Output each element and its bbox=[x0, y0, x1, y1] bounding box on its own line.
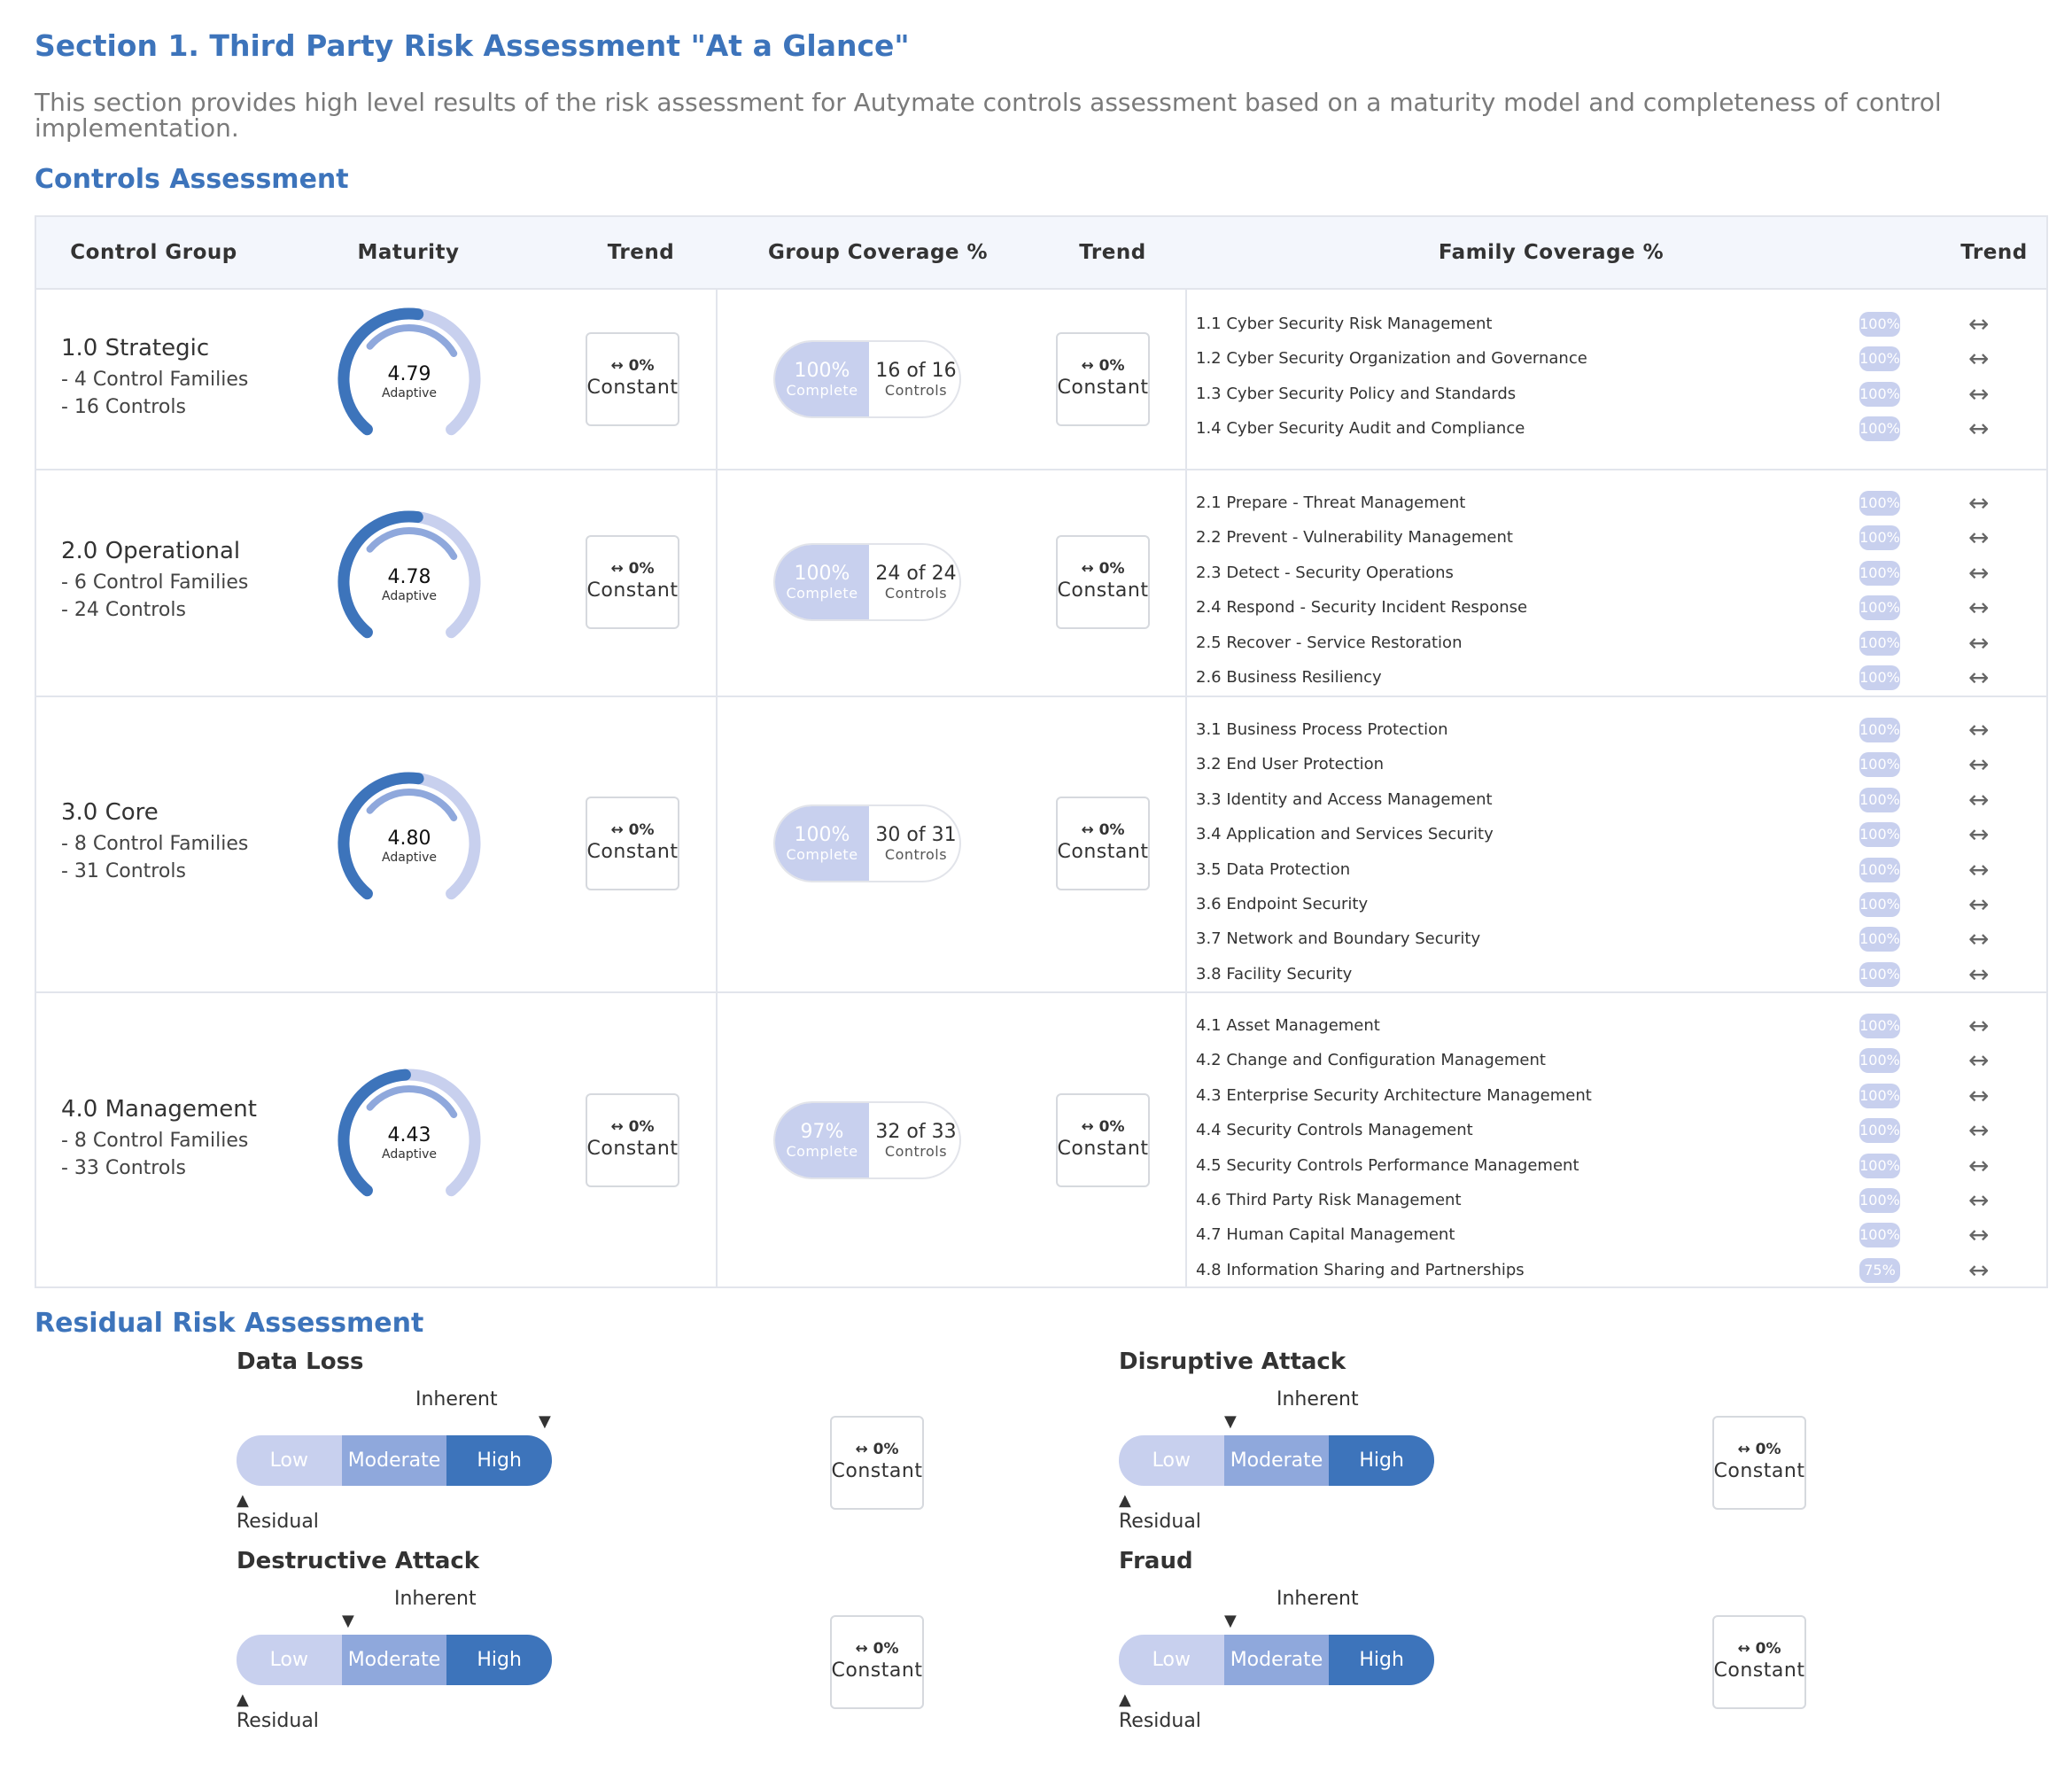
family-name: 2.5 Recover - Service Restoration bbox=[1196, 633, 1463, 652]
family-name: 3.4 Application and Services Security bbox=[1196, 825, 1494, 844]
risk-title: Data Loss bbox=[237, 1348, 364, 1375]
family-name: 2.6 Business Resiliency bbox=[1196, 668, 1382, 687]
family-name: 3.5 Data Protection bbox=[1196, 859, 1351, 879]
trend-label: Constant bbox=[831, 1460, 923, 1482]
risk-title: Destructive Attack bbox=[237, 1548, 480, 1574]
trend-label: Constant bbox=[1057, 1138, 1149, 1160]
family-trend-icon: ↔ bbox=[1968, 1150, 1990, 1180]
family-name: 4.6 Third Party Risk Management bbox=[1196, 1191, 1462, 1209]
control-group-row bbox=[36, 290, 2046, 469]
family-coverage-badge: 100% bbox=[1859, 822, 1900, 847]
family-row bbox=[1187, 924, 2037, 959]
family-row bbox=[1187, 820, 2037, 854]
trend-label: Constant bbox=[586, 1138, 679, 1160]
header-trend-2: Trend bbox=[1079, 241, 1146, 264]
inherent-marker-icon: ▼ bbox=[342, 1612, 354, 1630]
family-trend-icon: ↔ bbox=[1968, 959, 1990, 989]
family-trend-icon: ↔ bbox=[1968, 627, 1990, 657]
group-coverage-pill bbox=[773, 543, 961, 621]
header-trend-3: Trend bbox=[1960, 241, 2028, 264]
risk-level-moderate: Moderate bbox=[342, 1635, 447, 1685]
family-name: 2.3 Detect - Security Operations bbox=[1196, 563, 1454, 582]
group-name: 1.0 Strategic bbox=[61, 335, 210, 361]
maturity-value: 4.43 bbox=[387, 1124, 431, 1146]
coverage-unit: Controls bbox=[884, 1143, 948, 1160]
family-trend-icon: ↔ bbox=[1968, 309, 1990, 338]
header-family-coverage: Family Coverage % bbox=[1438, 241, 1665, 264]
trend-label: Constant bbox=[1057, 377, 1149, 399]
family-trend-icon: ↔ bbox=[1968, 1045, 1990, 1076]
maturity-label: Adaptive bbox=[382, 589, 437, 603]
family-name: 4.4 Security Controls Management bbox=[1196, 1121, 1473, 1140]
family-row bbox=[1187, 1151, 2037, 1185]
inherent-marker-icon: ▼ bbox=[1224, 1612, 1237, 1630]
family-row bbox=[1187, 855, 2037, 890]
inherent-label: Inherent bbox=[394, 1588, 477, 1610]
header-control-group: Control Group bbox=[70, 241, 237, 264]
coverage-percent-segment bbox=[775, 342, 869, 416]
family-coverage-badge: 100% bbox=[1859, 346, 1900, 371]
trend-percent: ↔ 0% bbox=[610, 560, 655, 578]
family-trend-icon: ↔ bbox=[1968, 523, 1990, 553]
coverage-count: 32 of 33 bbox=[875, 1121, 957, 1143]
family-trend-icon: ↔ bbox=[1968, 1115, 1990, 1146]
family-row bbox=[1187, 309, 2037, 344]
risk-level-high: High bbox=[1329, 1635, 1434, 1685]
page-title: Section 1. Third Party Risk Assessment "At a Glance" bbox=[35, 28, 910, 63]
trend-label: Constant bbox=[586, 579, 679, 602]
risk-level-moderate: Moderate bbox=[1224, 1435, 1330, 1486]
risk-level-low: Low bbox=[237, 1435, 342, 1486]
group-coverage-pill bbox=[773, 1101, 961, 1179]
group-families: - 8 Control Families bbox=[61, 833, 249, 855]
coverage-count-segment bbox=[869, 342, 961, 416]
family-trend-icon: ↔ bbox=[1968, 1220, 1990, 1250]
family-coverage-badge: 100% bbox=[1859, 561, 1900, 586]
trend-label: Constant bbox=[586, 841, 679, 863]
coverage-count-segment bbox=[869, 545, 961, 619]
family-name: 3.2 End User Protection bbox=[1196, 755, 1385, 774]
control-group-row bbox=[36, 696, 2046, 991]
trend-percent: ↔ 0% bbox=[1737, 1640, 1781, 1658]
trend-percent: ↔ 0% bbox=[855, 1441, 899, 1458]
family-row bbox=[1187, 593, 2037, 627]
family-row bbox=[1187, 488, 2037, 523]
residual-heading: Residual Risk Assessment bbox=[35, 1308, 424, 1339]
inherent-label: Inherent bbox=[1277, 1588, 1359, 1610]
coverage-percent-segment bbox=[775, 806, 869, 881]
risk-level-low: Low bbox=[1119, 1635, 1224, 1685]
family-coverage-badge: 100% bbox=[1859, 927, 1900, 952]
header-maturity: Maturity bbox=[357, 241, 460, 264]
gauge-inner-arc bbox=[370, 328, 454, 354]
controls-table bbox=[35, 215, 2048, 1288]
family-coverage-badge: 100% bbox=[1859, 416, 1900, 441]
family-row bbox=[1187, 890, 2037, 924]
family-row bbox=[1187, 523, 2037, 557]
trend-label: Constant bbox=[1057, 841, 1149, 863]
family-name: 4.3 Enterprise Security Architecture Management bbox=[1196, 1085, 1592, 1105]
coverage-count: 24 of 24 bbox=[875, 563, 957, 585]
group-families: - 6 Control Families bbox=[61, 571, 249, 594]
family-coverage-badge: 100% bbox=[1859, 962, 1900, 987]
residual-marker-icon: ▲ bbox=[237, 1690, 249, 1709]
family-coverage-badge: 100% bbox=[1859, 382, 1900, 407]
coverage-unit: Controls bbox=[884, 585, 948, 602]
family-name: 4.5 Security Controls Performance Management bbox=[1196, 1155, 1579, 1175]
risk-level-high: High bbox=[1329, 1435, 1434, 1486]
row-divider bbox=[36, 696, 2046, 697]
risk-level-bar bbox=[237, 1635, 552, 1685]
family-coverage-badge: 100% bbox=[1859, 788, 1900, 812]
trend-percent: ↔ 0% bbox=[610, 357, 655, 375]
family-coverage-badge: 100% bbox=[1859, 491, 1900, 516]
coverage-label: Complete bbox=[786, 585, 858, 602]
coverage-percent: 100% bbox=[794, 360, 850, 382]
coverage-percent-segment bbox=[775, 1103, 869, 1177]
table-header bbox=[36, 217, 2046, 290]
family-trend-icon: ↔ bbox=[1968, 1185, 1990, 1215]
intro-text: This section provides high level results of the risk assessment for Autymate controls assessment based on a maturity model and completeness of control implementation. bbox=[35, 88, 1942, 143]
coverage-trend-box bbox=[1056, 332, 1150, 426]
family-row bbox=[1187, 1220, 2037, 1255]
family-trend-icon: ↔ bbox=[1968, 414, 1990, 444]
control-group-row bbox=[36, 991, 2046, 1289]
family-coverage-badge: 100% bbox=[1859, 892, 1900, 917]
family-row bbox=[1187, 628, 2037, 663]
risk-level-bar bbox=[1119, 1435, 1434, 1486]
family-row bbox=[1187, 1045, 2037, 1080]
trend-percent: ↔ 0% bbox=[610, 1118, 655, 1136]
trend-percent: ↔ 0% bbox=[1081, 357, 1125, 375]
risk-trend-box bbox=[830, 1615, 924, 1709]
maturity-value: 4.78 bbox=[387, 566, 431, 588]
family-row bbox=[1187, 1081, 2037, 1115]
coverage-percent: 100% bbox=[794, 563, 850, 585]
maturity-label: Adaptive bbox=[382, 851, 437, 865]
family-row bbox=[1187, 1255, 2037, 1290]
coverage-count: 30 of 31 bbox=[875, 824, 957, 846]
risk-trend-box bbox=[1712, 1615, 1806, 1709]
family-trend-icon: ↔ bbox=[1968, 715, 1990, 744]
trend-percent: ↔ 0% bbox=[1081, 821, 1125, 839]
family-name: 3.7 Network and Boundary Security bbox=[1196, 929, 1481, 949]
residual-marker-icon: ▲ bbox=[237, 1491, 249, 1510]
family-name: 4.1 Asset Management bbox=[1196, 1016, 1380, 1035]
group-controls: - 33 Controls bbox=[61, 1157, 186, 1179]
risk-level-moderate: Moderate bbox=[342, 1435, 447, 1486]
family-row bbox=[1187, 1011, 2037, 1045]
inherent-marker-icon: ▼ bbox=[1224, 1412, 1237, 1431]
family-name: 2.2 Prevent - Vulnerability Management bbox=[1196, 528, 1513, 548]
residual-label: Residual bbox=[1119, 1511, 1201, 1533]
family-trend-icon: ↔ bbox=[1968, 924, 1990, 954]
risk-trend-box bbox=[830, 1416, 924, 1510]
family-trend-icon: ↔ bbox=[1968, 593, 1990, 623]
controls-heading: Controls Assessment bbox=[35, 164, 349, 195]
coverage-trend-box bbox=[1056, 797, 1150, 890]
group-name: 3.0 Core bbox=[61, 799, 159, 826]
row-divider bbox=[36, 991, 2046, 993]
family-trend-icon: ↔ bbox=[1968, 854, 1990, 884]
residual-marker-icon: ▲ bbox=[1119, 1690, 1131, 1709]
family-trend-icon: ↔ bbox=[1968, 750, 1990, 780]
family-row bbox=[1187, 663, 2037, 697]
family-coverage-badge: 100% bbox=[1859, 1154, 1900, 1178]
group-controls: - 16 Controls bbox=[61, 396, 186, 418]
maturity-trend-box bbox=[586, 797, 679, 890]
maturity-trend-box bbox=[586, 535, 679, 629]
family-trend-icon: ↔ bbox=[1968, 784, 1990, 814]
risk-title: Fraud bbox=[1119, 1548, 1193, 1574]
coverage-label: Complete bbox=[786, 1143, 858, 1160]
family-coverage-badge: 100% bbox=[1859, 1014, 1900, 1038]
family-coverage-badge: 75% bbox=[1859, 1258, 1900, 1283]
family-trend-icon: ↔ bbox=[1968, 344, 1990, 374]
gauge-inner-arc bbox=[370, 792, 454, 818]
coverage-percent: 100% bbox=[794, 824, 850, 846]
coverage-label: Complete bbox=[786, 382, 858, 399]
group-controls: - 31 Controls bbox=[61, 860, 186, 882]
group-coverage-pill bbox=[773, 804, 961, 882]
family-coverage-badge: 100% bbox=[1859, 752, 1900, 777]
inherent-label: Inherent bbox=[415, 1388, 498, 1411]
group-families: - 8 Control Families bbox=[61, 1130, 249, 1152]
header-group-coverage: Group Coverage % bbox=[767, 241, 989, 264]
family-trend-icon: ↔ bbox=[1968, 488, 1990, 517]
family-name: 1.2 Cyber Security Organization and Governance bbox=[1196, 349, 1587, 369]
family-trend-icon: ↔ bbox=[1968, 1255, 1990, 1285]
family-name: 4.8 Information Sharing and Partnerships bbox=[1196, 1260, 1525, 1279]
trend-percent: ↔ 0% bbox=[1081, 1118, 1125, 1136]
family-name: 3.1 Business Process Protection bbox=[1196, 720, 1448, 739]
risk-title: Disruptive Attack bbox=[1119, 1348, 1346, 1375]
maturity-label: Adaptive bbox=[382, 1147, 437, 1162]
risk-level-high: High bbox=[446, 1635, 552, 1685]
family-name: 3.8 Facility Security bbox=[1196, 964, 1353, 983]
control-group-row bbox=[36, 469, 2046, 696]
coverage-unit: Controls bbox=[884, 846, 948, 863]
family-coverage-badge: 100% bbox=[1859, 1084, 1900, 1108]
risk-level-high: High bbox=[446, 1435, 552, 1486]
family-coverage-badge: 100% bbox=[1859, 312, 1900, 337]
group-controls: - 24 Controls bbox=[61, 599, 186, 621]
family-trend-icon: ↔ bbox=[1968, 378, 1990, 408]
row-divider bbox=[36, 469, 2046, 470]
family-name: 4.2 Change and Configuration Management bbox=[1196, 1051, 1546, 1070]
family-row bbox=[1187, 344, 2037, 378]
family-coverage-badge: 100% bbox=[1859, 1118, 1900, 1143]
risk-level-low: Low bbox=[237, 1635, 342, 1685]
header-trend: Trend bbox=[607, 241, 675, 264]
family-coverage-badge: 100% bbox=[1859, 1048, 1900, 1073]
maturity-label: Adaptive bbox=[382, 386, 437, 400]
family-coverage-badge: 100% bbox=[1859, 595, 1900, 620]
coverage-count: 16 of 16 bbox=[875, 360, 957, 382]
residual-marker-icon: ▲ bbox=[1119, 1491, 1131, 1510]
risk-level-bar bbox=[1119, 1635, 1434, 1685]
family-coverage-badge: 100% bbox=[1859, 1188, 1900, 1213]
family-row bbox=[1187, 1115, 2037, 1150]
risk-level-bar bbox=[237, 1435, 552, 1486]
trend-label: Constant bbox=[1713, 1659, 1805, 1682]
family-trend-icon: ↔ bbox=[1968, 663, 1990, 692]
coverage-percent-segment bbox=[775, 545, 869, 619]
family-row bbox=[1187, 414, 2037, 448]
maturity-value: 4.80 bbox=[387, 828, 431, 850]
trend-percent: ↔ 0% bbox=[1081, 560, 1125, 578]
risk-level-low: Low bbox=[1119, 1435, 1224, 1486]
coverage-percent: 97% bbox=[800, 1121, 844, 1143]
family-row bbox=[1187, 785, 2037, 820]
family-coverage-badge: 100% bbox=[1859, 718, 1900, 742]
trend-percent: ↔ 0% bbox=[610, 821, 655, 839]
family-row bbox=[1187, 1185, 2037, 1220]
trend-percent: ↔ 0% bbox=[855, 1640, 899, 1658]
family-trend-icon: ↔ bbox=[1968, 1011, 1990, 1040]
family-row bbox=[1187, 558, 2037, 593]
group-coverage-pill bbox=[773, 340, 961, 418]
family-row bbox=[1187, 379, 2037, 414]
family-coverage-badge: 100% bbox=[1859, 858, 1900, 882]
family-name: 4.7 Human Capital Management bbox=[1196, 1225, 1455, 1245]
gauge-inner-arc bbox=[370, 1089, 454, 1115]
group-name: 4.0 Management bbox=[61, 1096, 257, 1123]
family-coverage-badge: 100% bbox=[1859, 1223, 1900, 1247]
trend-percent: ↔ 0% bbox=[1737, 1441, 1781, 1458]
trend-label: Constant bbox=[1057, 579, 1149, 602]
family-row bbox=[1187, 750, 2037, 784]
coverage-count-segment bbox=[869, 1103, 961, 1177]
family-coverage-badge: 100% bbox=[1859, 525, 1900, 550]
inherent-label: Inherent bbox=[1277, 1388, 1359, 1411]
family-coverage-badge: 100% bbox=[1859, 631, 1900, 656]
family-row bbox=[1187, 715, 2037, 750]
group-name: 2.0 Operational bbox=[61, 538, 241, 564]
family-name: 1.1 Cyber Security Risk Management bbox=[1196, 315, 1493, 333]
family-trend-icon: ↔ bbox=[1968, 890, 1990, 919]
family-name: 2.4 Respond - Security Incident Response bbox=[1196, 598, 1528, 618]
trend-label: Constant bbox=[831, 1659, 923, 1682]
coverage-count-segment bbox=[869, 806, 961, 881]
coverage-label: Complete bbox=[786, 846, 858, 863]
trend-label: Constant bbox=[586, 377, 679, 399]
family-name: 3.3 Identity and Access Management bbox=[1196, 789, 1493, 809]
family-name: 1.4 Cyber Security Audit and Compliance bbox=[1196, 419, 1525, 439]
risk-trend-box bbox=[1712, 1416, 1806, 1510]
gauge-inner-arc bbox=[370, 531, 454, 556]
maturity-trend-box bbox=[586, 1093, 679, 1187]
family-trend-icon: ↔ bbox=[1968, 820, 1990, 850]
group-families: - 4 Control Families bbox=[61, 369, 249, 391]
coverage-trend-box bbox=[1056, 1093, 1150, 1187]
risk-level-moderate: Moderate bbox=[1224, 1635, 1330, 1685]
maturity-value: 4.79 bbox=[387, 363, 431, 385]
family-name: 1.3 Cyber Security Policy and Standards bbox=[1196, 384, 1517, 403]
coverage-trend-box bbox=[1056, 535, 1150, 629]
family-trend-icon: ↔ bbox=[1968, 557, 1990, 587]
coverage-unit: Controls bbox=[884, 382, 948, 399]
family-coverage-badge: 100% bbox=[1859, 665, 1900, 690]
inherent-marker-icon: ▼ bbox=[539, 1412, 551, 1431]
trend-label: Constant bbox=[1713, 1460, 1805, 1482]
family-trend-icon: ↔ bbox=[1968, 1080, 1990, 1110]
family-name: 2.1 Prepare - Threat Management bbox=[1196, 494, 1466, 512]
residual-label: Residual bbox=[1119, 1710, 1201, 1732]
maturity-trend-box bbox=[586, 332, 679, 426]
family-name: 3.6 Endpoint Security bbox=[1196, 895, 1369, 913]
family-row bbox=[1187, 960, 2037, 994]
residual-label: Residual bbox=[237, 1511, 319, 1533]
residual-label: Residual bbox=[237, 1710, 319, 1732]
